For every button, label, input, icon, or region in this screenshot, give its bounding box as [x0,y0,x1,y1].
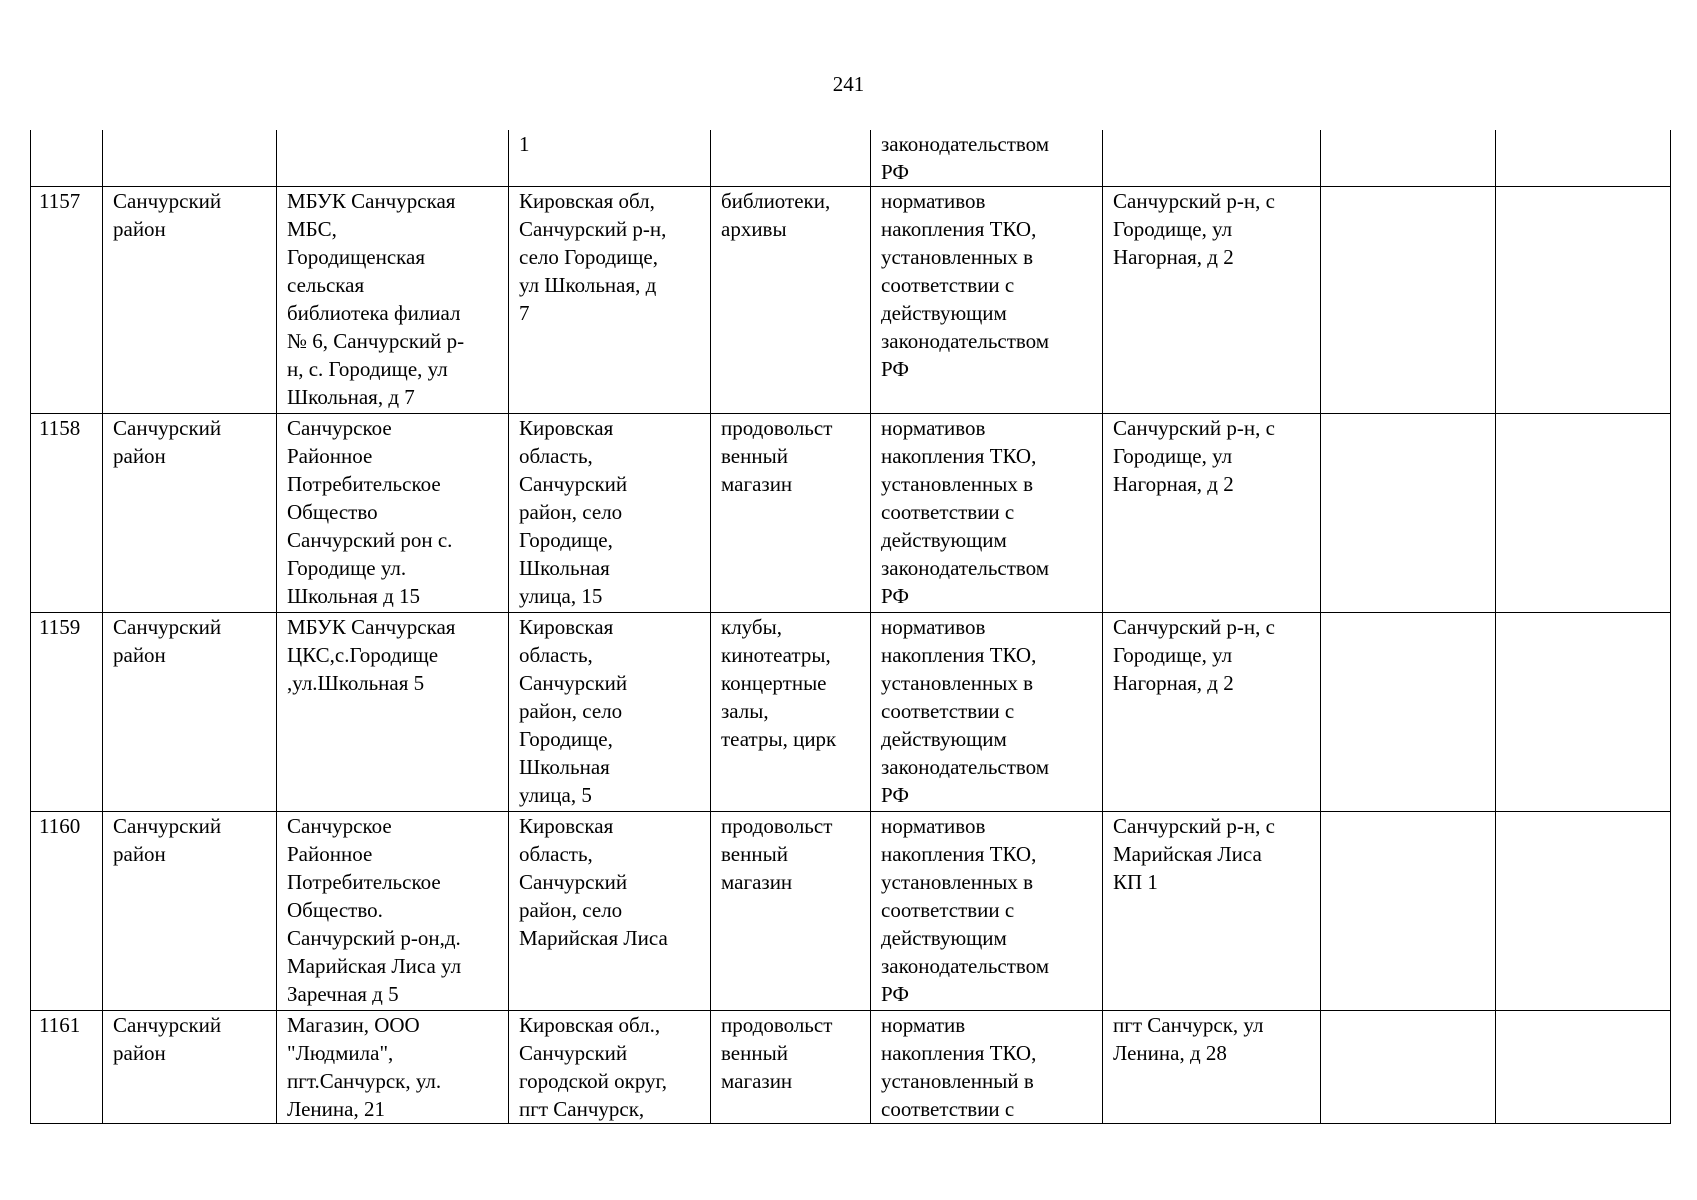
extra-cell-1 [1321,812,1496,1011]
norm-cell: нормативов накопления ТКО, установленных в соответствии с действующим законодательством РФ [871,187,1103,414]
container-site-cell: Санчурский р-н, с Городище, ул Нагорная, д 2 [1103,414,1321,613]
container-site-cell: Санчурский р-н, с Городище, ул Нагорная, д 2 [1103,187,1321,414]
extra-cell-2 [1496,613,1671,812]
address-cell: Кировская обл., Санчурский городской округ, пгт Санчурск, [509,1011,711,1124]
table-row [31,1011,1671,1124]
extra-cell-2 [1496,414,1671,613]
table-row [31,812,1671,1011]
page-number: 241 [832,72,865,96]
table-row [31,187,1671,414]
row-number-cell: 1159 [31,613,103,812]
organization-cell [277,130,509,187]
address-cell: Кировская область, Санчурский район, село Марийская Лиса [509,812,711,1011]
organization-cell: МБУК Санчурская ЦКС,с.Городище ,ул.Школьная 5 [277,613,509,812]
address-cell: Кировская область, Санчурский район, село Городище, Школьная улица, 15 [509,414,711,613]
norm-cell: норматив накопления ТКО, установленный в соответствии с [871,1011,1103,1124]
extra-cell-1 [1321,414,1496,613]
extra-cell-2 [1496,130,1671,187]
organization-cell: Магазин, ООО "Людмила", пгт.Санчурск, ул. Ленина, 21 [277,1011,509,1124]
row-number-cell [31,130,103,187]
extra-cell-1 [1321,613,1496,812]
category-cell: клубы, кинотеатры, концертные залы, театры, цирк [711,613,871,812]
row-number-cell: 1158 [31,414,103,613]
district-cell: Санчурский район [103,1011,277,1124]
category-cell: продовольст венный магазин [711,1011,871,1124]
category-cell [711,130,871,187]
norm-cell: законодательством РФ [871,130,1103,187]
extra-cell-1 [1321,1011,1496,1124]
district-cell: Санчурский район [103,414,277,613]
container-site-cell: пгт Санчурск, ул Ленина, д 28 [1103,1011,1321,1124]
container-site-cell: Санчурский р-н, с Марийская Лиса КП 1 [1103,812,1321,1011]
district-cell [103,130,277,187]
organization-cell: Санчурское Районное Потребительское Общество Санчурский рон с. Городище ул. Школьная д 15 [277,414,509,613]
norm-cell: нормативов накопления ТКО, установленных в соответствии с действующим законодательством РФ [871,812,1103,1011]
row-number-cell: 1160 [31,812,103,1011]
norm-cell: нормативов накопления ТКО, установленных в соответствии с действующим законодательством РФ [871,613,1103,812]
registry-table [30,130,1671,1124]
table-row [31,414,1671,613]
norm-cell: нормативов накопления ТКО, установленных в соответствии с действующим законодательством РФ [871,414,1103,613]
district-cell: Санчурский район [103,613,277,812]
organization-cell: МБУК Санчурская МБС, Городищенская сельская библиотека филиал № 6, Санчурский р- н, с. Городище, ул Школьная, д 7 [277,187,509,414]
table-row [31,613,1671,812]
extra-cell-2 [1496,187,1671,414]
address-cell: 1 [509,130,711,187]
organization-cell: Санчурское Районное Потребительское Общество. Санчурский р-он,д. Марийская Лиса ул Заречная д 5 [277,812,509,1011]
extra-cell-2 [1496,812,1671,1011]
container-site-cell [1103,130,1321,187]
extra-cell-2 [1496,1011,1671,1124]
continuation-row [31,130,1671,187]
address-cell: Кировская обл, Санчурский р-н, село Городище, ул Школьная, д 7 [509,187,711,414]
address-cell: Кировская область, Санчурский район, село Городище, Школьная улица, 5 [509,613,711,812]
container-site-cell: Санчурский р-н, с Городище, ул Нагорная, д 2 [1103,613,1321,812]
district-cell: Санчурский район [103,187,277,414]
row-number-cell: 1161 [31,1011,103,1124]
row-number-cell: 1157 [31,187,103,414]
category-cell: продовольст венный магазин [711,812,871,1011]
category-cell: библиотеки, архивы [711,187,871,414]
category-cell: продовольст венный магазин [711,414,871,613]
extra-cell-1 [1321,130,1496,187]
district-cell: Санчурский район [103,812,277,1011]
extra-cell-1 [1321,187,1496,414]
